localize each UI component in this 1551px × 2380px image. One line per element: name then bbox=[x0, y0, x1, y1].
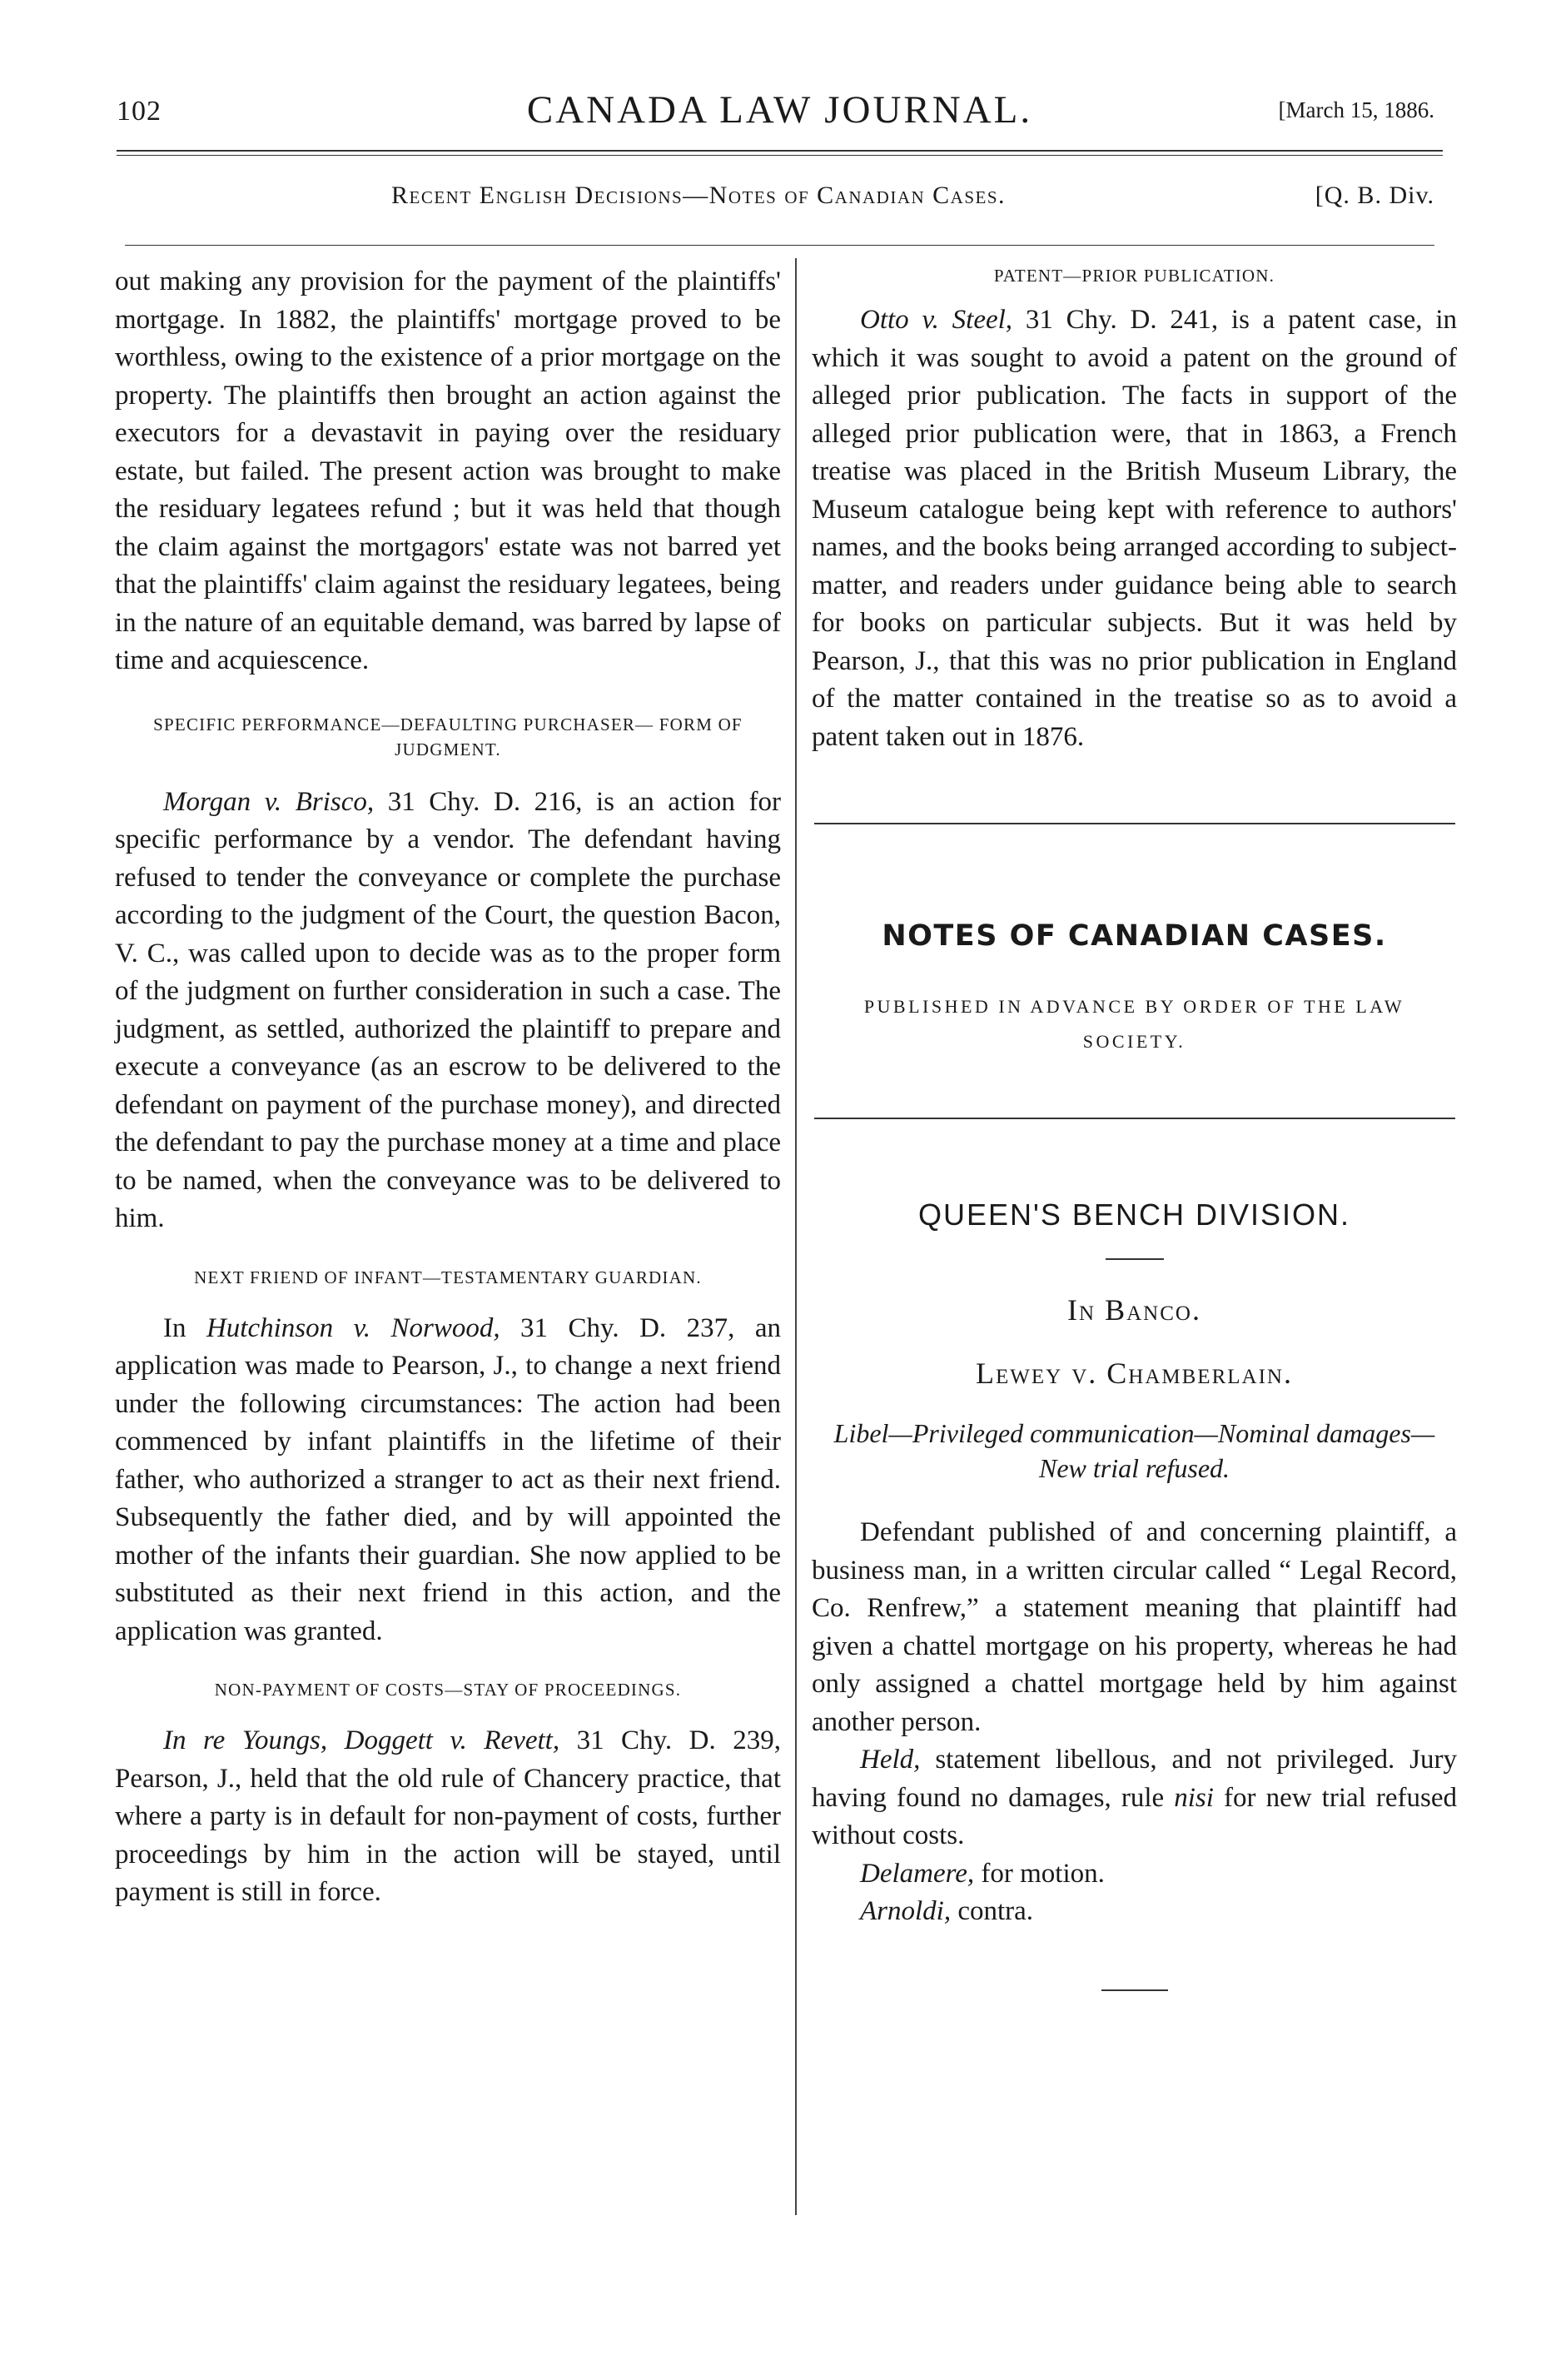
counsel-contra bbox=[812, 1893, 1457, 1931]
issue-date: [March 15, 1886. bbox=[1278, 97, 1434, 122]
heading-patent-prior-publication: PATENT—PRIOR PUBLICATION. bbox=[993, 266, 1275, 286]
division-label: [Q. B. Div. bbox=[1315, 182, 1434, 209]
right-column bbox=[812, 263, 1457, 1991]
notes-of-canadian-cases-title: NOTES OF CANADIAN CASES. bbox=[882, 919, 1387, 953]
paragraph-text: 31 Chy. D. 237, an application was made to Pearson, J., to change a next friend under the following circumstances: The action had been commenced by infant plaintiffs in the lifetime of their father, who authorized a stranger to act as their next friend. Subsequently the father died, and by will appointed the mother of the infants their guardian. She now applied to be substituted as their next friend in this action, and the application was granted. bbox=[115, 1312, 781, 1646]
heading-specific-performance: SPECIFIC PERFORMANCE—DEFAULTING PURCHASER— FORM OF JUDGMENT. bbox=[153, 714, 743, 759]
paragraph-text: 31 Chy. D. 216, is an action for specific performance by a vendor. The defendant having refused to tender the conveyance or complete the purchase according to the judgment of the Court, the question Bacon, V. C., was called upon to decide was as to the proper form of the judgment on further consideration in such a case. The judgment, as settled, authorized the plaintiff to prepare and execute a conveyance (as an escrow to be delivered to the defendant on payment of the purchase money), and directed the defendant to pay the purchase money at a time and place to be named, when the conveyance was to be delivered to him. bbox=[115, 786, 781, 1233]
case-name: Otto v. Steel, bbox=[860, 305, 1013, 335]
paragraph-text: 31 Chy. D. 241, is a patent case, in which it was sought to avoid a patent on the ground of alleged prior publication. The facts in support of the alleged prior publication were, that in 1863, a French treatise was placed in the British Museum Library, the Museum catalogue being kept with reference to authors' names, and the books being arranged according to subject-matter, and readers under guidance being able to search for books on particular subjects. But it was held by Pearson, J., that this was no prior publication in England of the matter contained in the treatise so as to avoid a patent taken out in 1876. bbox=[812, 305, 1457, 752]
counsel-role: for motion. bbox=[974, 1858, 1105, 1889]
in-banco-label: In Banco. bbox=[1067, 1293, 1201, 1327]
nisi-term: nisi bbox=[1174, 1782, 1214, 1813]
paragraph-held bbox=[812, 1741, 1457, 1855]
running-head bbox=[117, 87, 1443, 137]
counsel-name: Arnoldi, bbox=[860, 1896, 952, 1926]
paragraph-in-re-youngs bbox=[115, 1722, 781, 1912]
court-name: QUEEN'S BENCH DIVISION. bbox=[918, 1197, 1350, 1232]
paragraph-text: out making any provision for the payment of the plaintiffs' mortgage. In 1882, the plaintiffs' mortgage proved to be worthless, owing to the existence of a prior mortgage on the property. The plaintiffs then brought an action against the executors for a devastavit in paying over the residuary estate, but failed. The present action was brought to make the residuary legatees refund ; but it was held that though the claim against the mortgagors' estate was not barred yet that the plaintiffs' claim against the residuary legatees, being in the nature of an equitable demand, was barred by lapse of time and acquiescence. bbox=[115, 266, 781, 675]
section-rule bbox=[125, 245, 1434, 246]
journal-title: CANADA LAW JOURNAL. bbox=[526, 88, 1033, 132]
paragraph-text: statement libellous, and not privileged. Jury having found no damages, rule bbox=[812, 1745, 1457, 1813]
counsel-for-motion bbox=[812, 1855, 1457, 1894]
paragraph-otto-v-steel bbox=[812, 301, 1457, 756]
paragraph-lead: In bbox=[163, 1312, 206, 1343]
published-notice: PUBLISHED IN ADVANCE BY ORDER OF THE LAW SOCIETY. bbox=[863, 995, 1405, 1052]
end-rule bbox=[1101, 1989, 1168, 1991]
held-label: Held, bbox=[860, 1745, 921, 1775]
case-name: Morgan v. Brisco, bbox=[163, 786, 375, 817]
counsel-role: contra. bbox=[951, 1896, 1034, 1926]
page-number: 102 bbox=[117, 96, 162, 127]
header-rule-top bbox=[117, 150, 1443, 152]
paragraph-text: 31 Chy. D. 239, Pearson, J., held that the old rule of Chancery practice, that where a party is in default for non-payment of costs, further proceedings by him in the action will be stayed, until payment is still in force. bbox=[115, 1725, 781, 1907]
paragraph-morgan-v-brisco bbox=[115, 784, 781, 1238]
case-title: Lewey v. Chamberlain. bbox=[976, 1356, 1293, 1390]
counsel-name: Delamere, bbox=[860, 1858, 975, 1889]
paragraph-hutchinson-v-norwood bbox=[115, 1310, 781, 1651]
heading-next-friend: NEXT FRIEND OF INFANT—TESTAMENTARY GUARDIAN. bbox=[194, 1267, 702, 1287]
section-title: Recent English Decisions—Notes of Canadian Cases. bbox=[391, 182, 1007, 209]
column-divider bbox=[795, 258, 797, 2215]
heading-non-payment-of-costs: NON-PAYMENT OF COSTS—STAY OF PROCEEDINGS. bbox=[214, 1680, 682, 1700]
header-rule-bottom bbox=[117, 155, 1443, 156]
case-name: In re Youngs, Doggett v. Revett, bbox=[163, 1725, 560, 1755]
paragraph-devastavit-case bbox=[115, 263, 781, 680]
left-column bbox=[115, 263, 781, 1912]
headnote: Libel—Privileged communication—Nominal damages—New trial refused. bbox=[833, 1418, 1435, 1483]
case-name: Hutchinson v. Norwood, bbox=[206, 1312, 500, 1343]
paragraph-facts: Defendant published of and concerning plaintiff, a business man, in a written circular called “ Legal Record, Co. Renfrew,” a statement meaning that plaintiff had given a chattel mortgage on his property, whereas he had only assigned a chattel mortgage held by him against another person. bbox=[812, 1517, 1457, 1737]
section-head bbox=[117, 182, 1443, 215]
paragraph-text-end: for new trial refused without costs. bbox=[812, 1782, 1457, 1850]
